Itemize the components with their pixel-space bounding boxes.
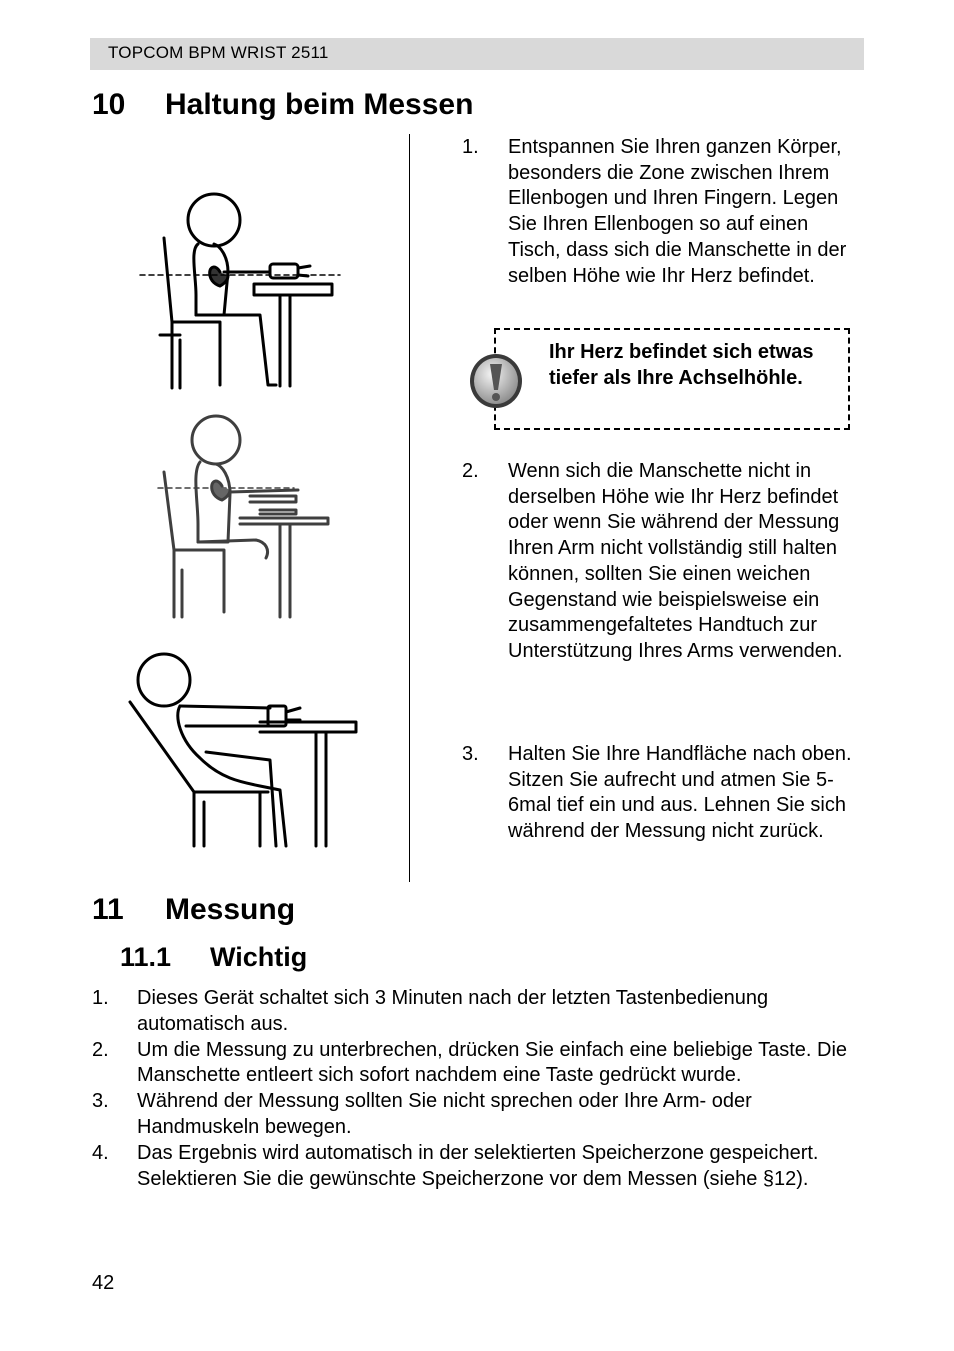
page-number: 42 bbox=[92, 1272, 115, 1294]
note-text: Ihr Herz befindet sich etwas tiefer als Ihre Achselhöhle. bbox=[549, 341, 814, 389]
list-item-number: 3. bbox=[462, 743, 479, 765]
posture-step-1 bbox=[462, 135, 862, 289]
posture-support-figure bbox=[158, 416, 328, 617]
posture-leaning-figure bbox=[130, 654, 356, 846]
warning-exclamation-icon bbox=[468, 352, 524, 410]
section-11-number: 11 bbox=[92, 893, 124, 926]
section-10-heading bbox=[92, 88, 473, 122]
list-item-text: Um die Messung zu unterbrechen, drücken Sie einfach eine beliebige Taste. Die Manschette entleert sich sofort nachdem eine Taste gedrückt wurde. bbox=[137, 1038, 848, 1087]
list-item bbox=[462, 135, 862, 289]
posture-step-3 bbox=[462, 742, 862, 845]
section-11-1-number: 11.1 bbox=[120, 942, 172, 972]
list-item-number: 4. bbox=[92, 1141, 109, 1164]
column-divider bbox=[409, 134, 410, 882]
list-item bbox=[92, 1089, 862, 1141]
posture-illustrations bbox=[120, 180, 370, 870]
list-item-number: 1. bbox=[92, 987, 109, 1009]
list-item-text: Wenn sich die Manschette nicht in derselben Höhe wie Ihr Herz befindet oder wenn Sie während der Messung Ihren Arm nicht vollständig still halten können, sollten Sie einen weichen Gegenstand wie beispielsweise ein zusammengefaltetes Handtuch zur Unterstützung Ihres Arms verwenden. bbox=[508, 460, 843, 662]
list-item-text: Entspannen Sie Ihren ganzen Körper, besonders die Zone zwischen Ihrem Ellenbogen und Ihren Fingern. Legen Sie Ihren Ellenbogen so auf einen Tisch, dass sich die Manschette in der selben Höhe wie Ihr Herz befindet. bbox=[508, 136, 847, 287]
list-item-text: Das Ergebnis wird automatisch in der selektierten Speicherzone gespeichert. Selektieren Sie die gewünschte Speicherzone vor dem Messen (siehe §12). bbox=[137, 1141, 819, 1190]
list-item bbox=[462, 459, 862, 665]
section-11-title: Messung bbox=[165, 893, 296, 926]
posture-step-2 bbox=[462, 459, 862, 665]
note-box bbox=[494, 328, 850, 430]
list-item-number: 2. bbox=[92, 1038, 109, 1061]
list-item-number: 1. bbox=[462, 136, 479, 158]
list-item-number: 2. bbox=[462, 460, 479, 482]
list-item-text: Dieses Gerät schaltet sich 3 Minuten nach der letzten Tastenbedienung automatisch aus. bbox=[137, 987, 769, 1035]
list-item-text: Während der Messung sollten Sie nicht sprechen oder Ihre Arm- oder Handmuskeln bewegen. bbox=[137, 1090, 752, 1138]
header-title: TOPCOM BPM WRIST 2511 bbox=[108, 43, 329, 62]
important-list bbox=[92, 986, 862, 1192]
list-item-text: Halten Sie Ihre Handfläche nach oben. Sitzen Sie aufrecht und atmen Sie 5-6mal tief ein und aus. Lehnen Sie sich während der Messung nicht zurück. bbox=[508, 743, 852, 843]
list-item-number: 3. bbox=[92, 1090, 109, 1113]
section-11-1-title: Wichtig bbox=[210, 942, 308, 972]
section-11-1-heading bbox=[120, 942, 307, 973]
section-10-title: Haltung beim Messen bbox=[165, 88, 474, 121]
section-11-heading bbox=[92, 893, 295, 927]
list-item bbox=[92, 986, 862, 1038]
list-item bbox=[92, 1141, 862, 1193]
posture-correct-figure bbox=[160, 194, 332, 388]
list-item bbox=[462, 742, 862, 845]
section-10-number: 10 bbox=[92, 88, 126, 121]
running-header bbox=[90, 38, 864, 70]
list-item bbox=[92, 1038, 862, 1090]
